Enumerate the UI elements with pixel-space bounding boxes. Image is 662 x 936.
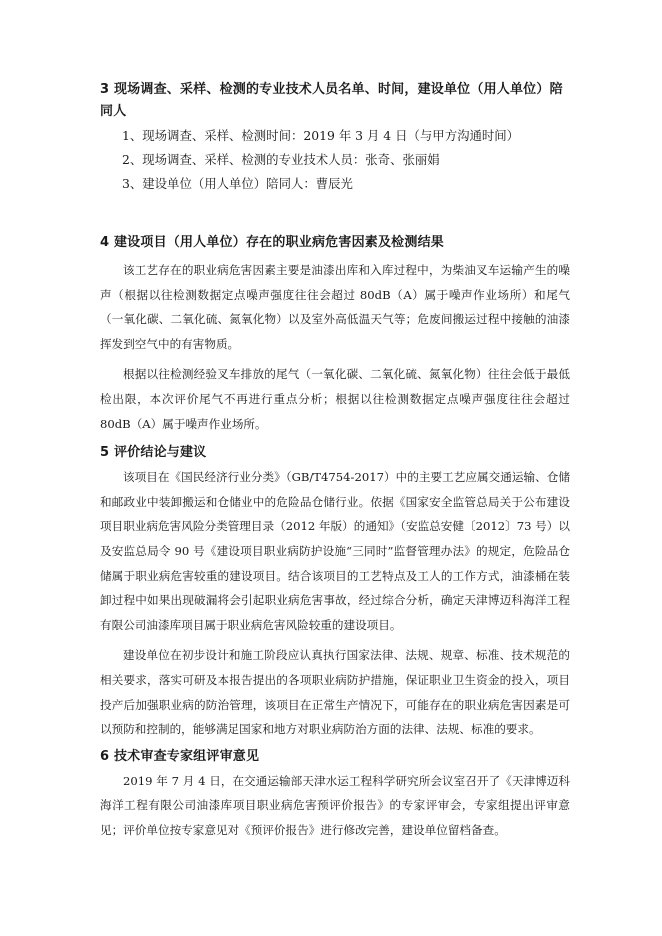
section-6-heading: 6 技术审查专家组评审意见 bbox=[100, 748, 260, 764]
section-6-paragraph: 2019 年 7 月 4 日，在交通运输部天津水运工程科学研究所会议室召开了《天津博迈科海洋工程有限公司油漆库项目职业病危害预评价报告》的专家评审会，专家组提出评审意见；评价单位按专家意见对《预评价报告》进行修改完善，建设单位留档备查。 bbox=[100, 773, 570, 837]
section-5-heading: 5 评价结论与建议 bbox=[100, 445, 207, 461]
section-3-item: 1、现场调查、采样、检测时间：2019 年 3 月 4 日（与甲方沟通时间） bbox=[122, 128, 520, 143]
section-5-paragraph: 建设单位在初步设计和施工阶段应认真执行国家法律、法规、规章、标准、技术规范的相关要求，落实可研及本报告提出的各项职业病防护措施，保证职业卫生资金的投入，项目投产后加强职业病的防治管理，该项目在正常生产情况下，可能存在的职业病危害因素是可以预防和控制的，能够满足国家和地方对职业病防治方面的法律、法规、标准的要求。 bbox=[100, 648, 570, 737]
document-body bbox=[100, 79, 570, 842]
section-5-paragraph: 该项目在《国民经济行业分类》（GB/T4754-2017）中的主要工艺应属交通运输、仓储和邮政业中装卸搬运和仓储业中的危险品仓储行业。依据《国家安全监管总局关于公布建设项目职业病危害风险分类管理目录（2012 年版）的通知》（安监总安健〔2012〕73 号）以及安监总局令 90 号《建设项目职业病防护设施“三同时”监督管理办法》的规定，危险品仓储属于职业病危害较重的建设项目。结合该项目的工艺特点及工人的工作方式，油漆桶在装卸过程中如果出现破漏将会引起职业病危害事故，经过综合分析，确定天津博迈科海洋工程有限公司油漆库项目属于职业病危害风险较重的建设项目。 bbox=[100, 470, 570, 632]
section-3-list bbox=[100, 124, 570, 196]
section-3-item: 2、现场调查、采样、检测的专业技术人员：张奇、张丽娟 bbox=[122, 152, 440, 167]
section-4-paragraph: 根据以往检测经验叉车排放的尾气（一氧化碳、二氧化硫、氮氧化物）往往会低于最低检出限，本次评价尾气不再进行重点分析；根据以往检测数据定点噪声强度往往会超过 80dB（A）属于噪声作业场所。 bbox=[100, 367, 570, 431]
section-4-paragraph: 该工艺存在的职业病危害因素主要是油漆出库和入库过程中，为柴油叉车运输产生的噪声（根据以往检测数据定点噪声强度往往会超过 80dB（A）属于噪声作业场所）和尾气（一氧化碳、二氧化硫、氮氧化物）以及室外高低温天气等；危废间搬运过程中接触的油漆挥发到空气中的有害物质。 bbox=[100, 263, 570, 351]
section-3-item: 3、建设单位（用人单位）陪同人：曹辰光 bbox=[122, 176, 353, 191]
section-3-heading: 3 现场调查、采样、检测的专业技术人员名单、时间，建设单位（用人单位）陪同人 bbox=[100, 82, 563, 119]
section-4-heading: 4 建设项目（用人单位）存在的职业病危害因素及检测结果 bbox=[100, 235, 444, 250]
